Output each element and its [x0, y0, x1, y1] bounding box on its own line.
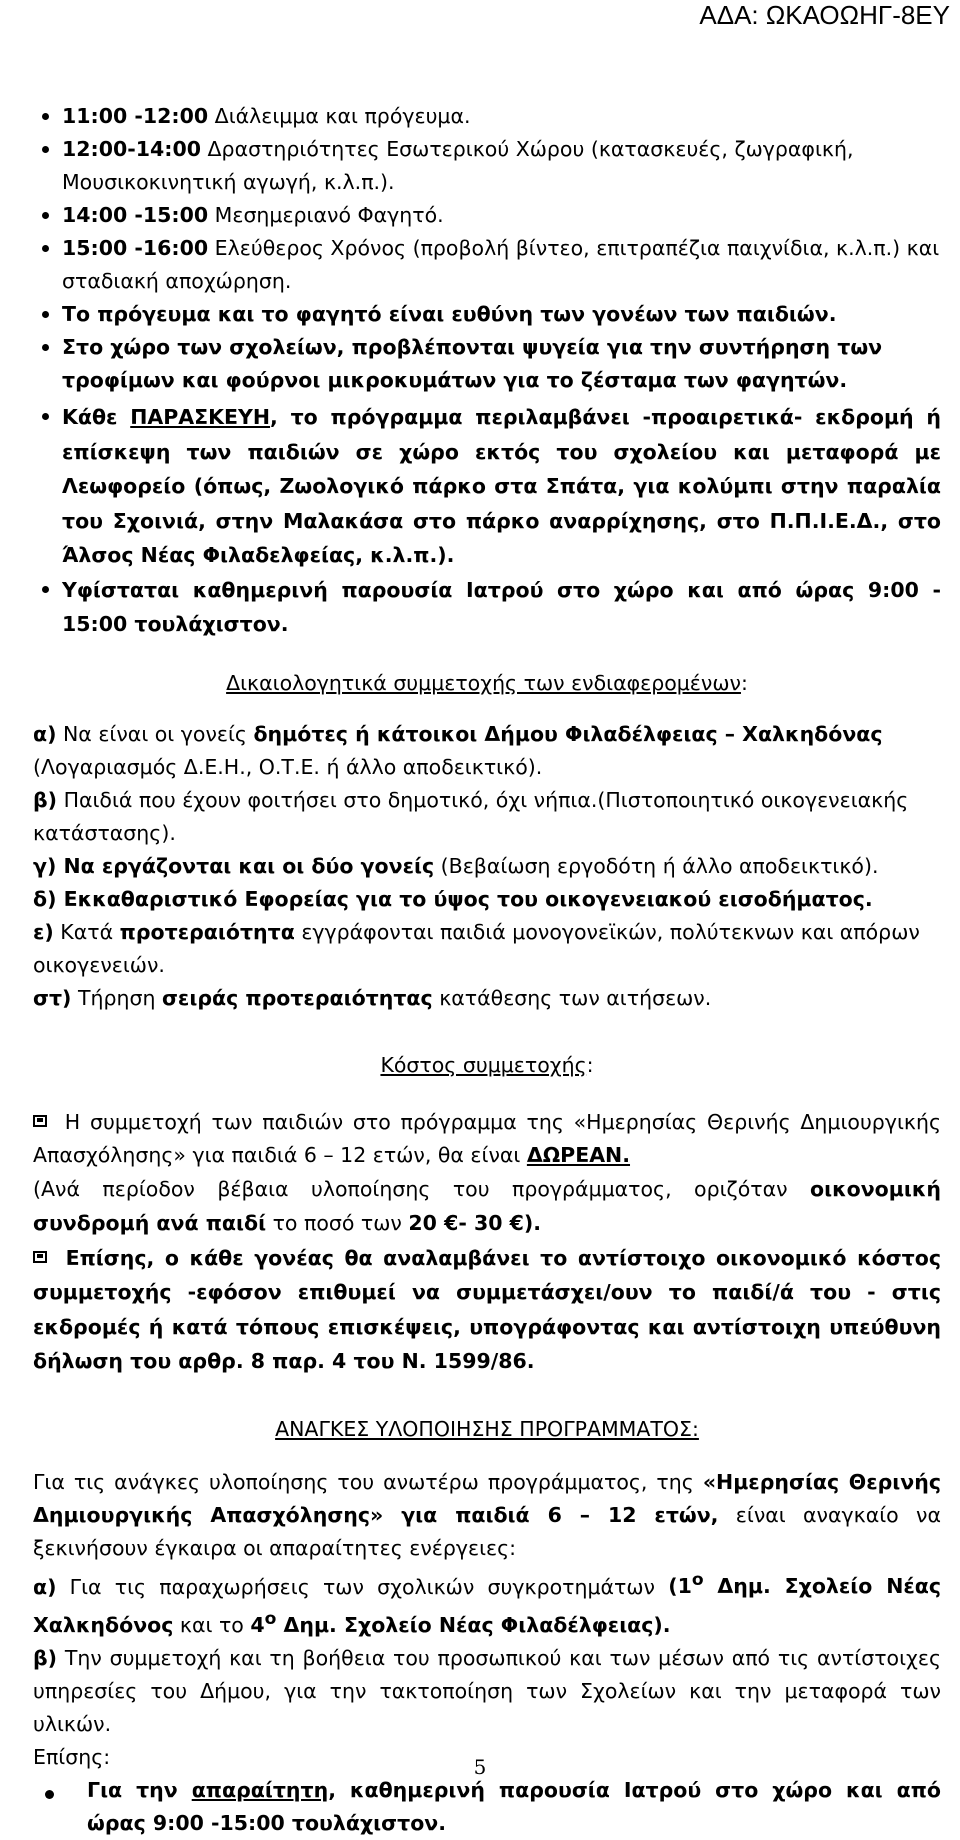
doc-c: γ) Να εργάζονται και οι δύο γονείς (Βεβαίωση εργοδότη ή άλλο αποδεικτικό).	[33, 850, 941, 883]
list-item	[33, 100, 941, 133]
list-item	[33, 232, 941, 298]
item-text: Στο χώρο των σχολείων, προβλέπονται ψυγεία για την συντήρηση των τροφίμων και φούρνοι μικροκυμάτων για το ζέσταμα των φαγητών.	[62, 335, 882, 392]
needs-a: α) Για τις παραχωρήσεις των σχολικών συγκροτημάτων ($1^o$ Δημ. Σχολείο Νέας Χαλκηδόνος και το $4^o$ Δημ. Σχολείο Νέας Φιλαδέλφειας).	[33, 1565, 941, 1643]
documents-section	[33, 718, 941, 1015]
doc-d: δ) Εκκαθαριστικό Εφορείας για το ύψος του οικογενειακού εισοδήματος.	[33, 883, 941, 916]
needs-also: Επίσης:	[33, 1741, 941, 1774]
needs-section	[33, 1466, 941, 1840]
square-bullet-icon	[33, 1115, 47, 1127]
time-label: 11:00 -12:00	[62, 104, 208, 128]
doc-f: στ) Τήρηση σειράς προτεραιότητας κατάθεσης των αιτήσεων.	[33, 982, 941, 1015]
time-label: 14:00 -15:00	[62, 203, 208, 227]
list-item	[33, 199, 941, 232]
ada-code: ΑΔΑ: ΩΚΑΟΩΗΓ-8ΕΥ	[699, 0, 950, 30]
time-label: 12:00-14:00	[62, 137, 201, 161]
list-item	[33, 400, 941, 573]
item-text: Μεσημεριανό Φαγητό.	[208, 203, 444, 227]
item-text: ΠΑΡΑΣΚΕΥΗ	[130, 405, 270, 429]
list-item	[33, 133, 941, 199]
square-bullet-icon	[33, 1251, 47, 1263]
time-label: 15:00 -16:00	[62, 236, 208, 260]
item-text: Υφίσταται καθημερινή παρουσία Ιατρού στο χώρο και από ώρας 9:00 - 15:00 τουλάχιστον.	[62, 578, 941, 637]
doc-a: α) Να είναι οι γονείς δημότες ή κάτοικοι Δήμου Φιλαδέλφειας – Χαλκηδόνας (Λογαριασμός Δ.Ε.Η., Ο.Τ.Ε. ή άλλο αποδεικτικό).	[33, 718, 941, 784]
item-text: , το πρόγραμμα περιλαμβάνει -προαιρετικά- εκδρομή ή επίσκεψη των παιδιών σε χώρο εκτός του σχολείου και μεταφορά με Λεωφορείο (όπως, Ζωολογικό πάρκο στα Σπάτα, για κολύμπι στην παραλία του Σχοινιά, στην Μαλακάσα στο πάρκο αναρρίχησης, στο Π.Π.Ι.Ε.Δ., στο Άλσος Νέας Φιλαδελφείας, κ.λ.π.).	[62, 405, 941, 567]
item-text: Ελεύθερος Χρόνος (προβολή βίντεο, επιτραπέζια παιχνίδια, κ.λ.π.) και σταδιακή αποχώρηση.	[62, 236, 939, 293]
item-text: Το πρόγευμα και το φαγητό είναι ευθύνη των γονέων των παιδιών.	[62, 302, 836, 326]
list-item	[33, 298, 941, 331]
doc-b: β) Παιδιά που έχουν φοιτήσει στο δημοτικό, όχι νήπια.(Πιστοποιητικό οικογενειακής κατάστασης).	[33, 784, 941, 850]
document-page	[33, 100, 941, 1840]
cost-p1: Η συμμετοχή των παιδιών στο πρόγραμμα της «Ημερησίας Θερινής Δημιουργικής Απασχόλησης» για παιδιά 6 – 12 ετών, θα είναι ΔΩΡΕΑΝ.	[33, 1106, 941, 1172]
cost-section	[33, 1106, 941, 1379]
list-item	[33, 331, 941, 397]
item-text: Δραστηριότητες Εσωτερικού Χώρου (κατασκευές, ζωγραφική, Μουσικοκινητική αγωγή, κ.λ.π.).	[62, 137, 853, 194]
cost-p2: (Ανά περίοδον βέβαια υλοποίησης του προγράμματος, οριζόταν οικονομική συνδρομή ανά παιδί το ποσό των 20 €- 30 €).	[33, 1172, 941, 1241]
documents-heading: Δικαιολογητικά συμμετοχής των ενδιαφερομένων:	[33, 667, 941, 700]
schedule-list-2	[33, 400, 941, 642]
item-text: Κάθε	[62, 405, 130, 429]
cost-heading: Κόστος συμμετοχής:	[33, 1049, 941, 1082]
needs-intro: Για τις ανάγκες υλοποίησης του ανωτέρω προγράμματος, της «Ημερησίας Θερινής Δημιουργικής Απασχόλησης» για παιδιά 6 – 12 ετών, είναι αναγκαίο να ξεκινήσουν έγκαιρα οι απαραίτητες ενέργειες:	[33, 1466, 941, 1565]
needs-b: β) Την συμμετοχή και τη βοήθεια του προσωπικού και των μέσων από τις αντίστοιχες υπηρεσίες του Δήμου, για την τακτοποίηση των Σχολείων και την μεταφορά των υλικών.	[33, 1642, 941, 1741]
cost-p3: Επίσης, ο κάθε γονέας θα αναλαμβάνει το αντίστοιχο οικονομικό κόστος συμμετοχής -εφόσον επιθυμεί να συμμετάσχει/ουν το παιδί/ά του - στις εκδρομές ή κατά τόπους επισκέψεις, υπογράφοντας και αντίστοιχη υπεύθυνη δήλωση του αρθρ. 8 παρ. 4 του Ν. 1599/86.	[33, 1241, 941, 1379]
list-item	[33, 573, 941, 642]
needs-list	[33, 1774, 941, 1840]
schedule-list	[33, 100, 941, 397]
needs-heading: ΑΝΑΓΚΕΣ ΥΛΟΠΟΙΗΣΗΣ ΠΡΟΓΡΑΜΜΑΤΟΣ:	[33, 1413, 941, 1446]
list-item: Για την απαραίτητη, καθημερινή παρουσία Ιατρού στο χώρο και από ώρας 9:00 -15:00 τουλάχιστον.	[33, 1774, 941, 1840]
page-number: 5	[0, 1755, 960, 1779]
doc-e: ε) Κατά προτεραιότητα εγγράφονται παιδιά μονογονεϊκών, πολύτεκνων και απόρων οικογενειών.	[33, 916, 941, 982]
item-text: Διάλειμμα και πρόγευμα.	[208, 104, 470, 128]
